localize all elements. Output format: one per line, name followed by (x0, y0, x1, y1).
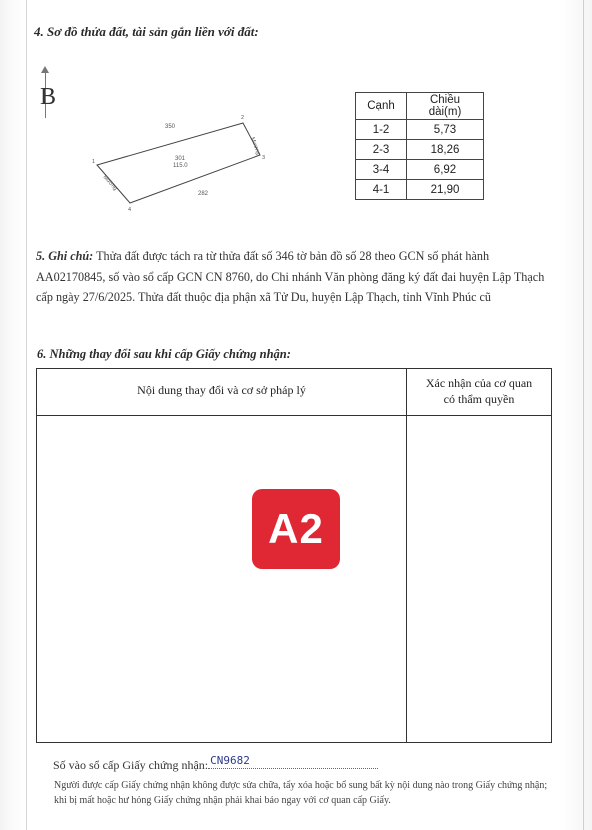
vertex-2: 2 (241, 115, 245, 121)
section-6-heading: 6. Những thay đổi sau khi cấp Giấy chứng nhận: (37, 347, 291, 361)
length-cell: 18,26 (407, 140, 484, 160)
table-row (356, 140, 484, 160)
edge-cell: 3-4 (356, 160, 407, 180)
a2-badge: A2 (252, 489, 340, 569)
length-cell: 5,73 (407, 120, 484, 140)
section-5-note (36, 246, 556, 308)
edge-col-header: Cạnh (356, 93, 407, 120)
north-label: B (40, 84, 57, 110)
table-row (356, 180, 484, 200)
diagram-bottom-label: 282 (198, 191, 209, 197)
diagram-top-label: 350 (165, 124, 176, 130)
edge-cell: 4-1 (356, 180, 407, 200)
length-cell: 21,90 (407, 180, 484, 200)
table-row (356, 120, 484, 140)
changes-content-header: Nội dung thay đổi và cơ sở pháp lý (137, 383, 306, 397)
section-5-label: 5. Ghi chú: (36, 249, 94, 263)
edge-cell: 2-3 (356, 140, 407, 160)
edge-table-header (356, 93, 484, 120)
vertex-4: 4 (128, 207, 132, 213)
column-divider (406, 369, 407, 742)
registration-line (53, 756, 378, 773)
edge-length-table (355, 92, 484, 200)
registration-number: CN9682 (210, 754, 250, 767)
registration-label: Số vào sổ cấp Giấy chứng nhận: (53, 758, 209, 772)
parcel-diagram (85, 105, 295, 215)
header-divider (37, 415, 551, 416)
diagram-parcel-label-2: 115.0 (173, 163, 188, 169)
diagram-right-label: Mương (249, 136, 261, 156)
authority-header-line-2: có thẩm quyền (443, 392, 515, 406)
edge-cell: 1-2 (356, 120, 407, 140)
registration-dotted-field (208, 756, 378, 769)
authority-confirmation-header (407, 375, 551, 407)
page-right-edge (583, 0, 584, 830)
footer-notice: Người được cấp Giấy chứng nhận không được sửa chữa, tẩy xóa hoặc bổ sung bất kỳ nội dung nào trong Giấy chứng nhận; khi bị mất hoặc hư hỏng Giấy chứng nhận phải khai báo ngay với cơ quan cấp Giấy. (54, 780, 548, 806)
diagram-parcel-label-1: 301 (175, 156, 186, 162)
length-cell: 6,92 (407, 160, 484, 180)
diagram-left-label: Mương (101, 174, 119, 192)
table-row (356, 160, 484, 180)
section-5-text: Thửa đất được tách ra từ thửa đất số 346 tờ bản đồ số 28 theo GCN số phát hành AA02170845, số vào sổ cấp GCN CN 8760, do Chi nhánh Văn phòng đăng ký đất đai huyện Lập Thạch cấp ngày 27/6/2025. Thửa đất thuộc địa phận xã Tử Du, huyện Lập Thạch, tỉnh Vĩnh Phúc cũ (36, 249, 545, 304)
vertex-1: 1 (92, 159, 96, 165)
authority-header-line-1: Xác nhận của cơ quan (425, 376, 533, 390)
length-col-header: Chiều dài(m) (407, 93, 484, 120)
page-left-edge (26, 0, 27, 830)
vertex-3: 3 (262, 155, 266, 161)
section-4-heading: 4. Sơ đồ thửa đất, tài sản gắn liền với đất: (34, 24, 259, 39)
